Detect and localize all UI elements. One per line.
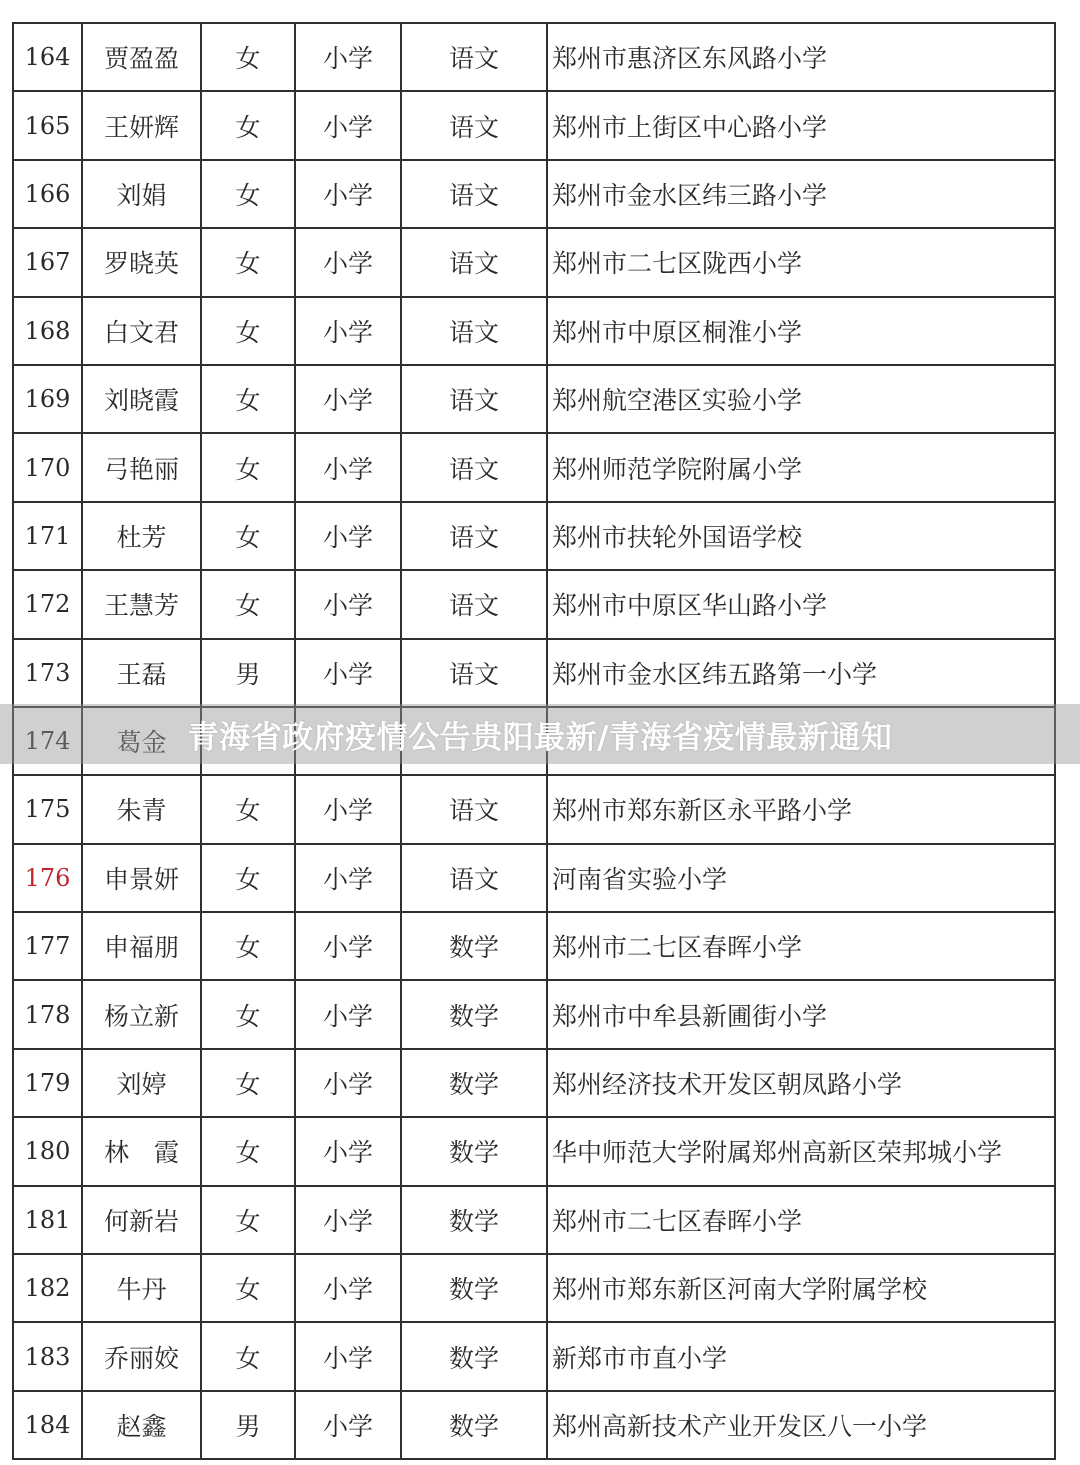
table-row bbox=[13, 844, 1055, 912]
cell-name: 罗晓英 bbox=[82, 228, 201, 296]
cell-subject: 语文 bbox=[401, 91, 547, 159]
cell-subject: 语文 bbox=[401, 844, 547, 912]
cell-level: 小学 bbox=[295, 91, 401, 159]
table-row bbox=[13, 1117, 1055, 1185]
cell-name: 杨立新 bbox=[82, 980, 201, 1048]
cell-school: 郑州市扶轮外国语学校 bbox=[547, 502, 1055, 570]
cell-level: 小学 bbox=[295, 160, 401, 228]
table-row bbox=[13, 639, 1055, 707]
cell-number: 183 bbox=[13, 1322, 82, 1390]
cell-name: 林 霞 bbox=[82, 1117, 201, 1185]
cell-number: 184 bbox=[13, 1391, 82, 1459]
cell-gender: 女 bbox=[201, 912, 295, 980]
table-row bbox=[13, 1254, 1055, 1322]
cell-gender: 女 bbox=[201, 23, 295, 91]
caption-overlay-text: 青海省政府疫情公告贵阳最新/青海省疫情最新通知 bbox=[187, 719, 893, 756]
cell-school: 郑州市郑东新区永平路小学 bbox=[547, 775, 1055, 843]
table-row bbox=[13, 912, 1055, 980]
cell-subject: 语文 bbox=[401, 775, 547, 843]
table-row bbox=[13, 23, 1055, 91]
cell-gender: 女 bbox=[201, 570, 295, 638]
cell-level: 小学 bbox=[295, 980, 401, 1048]
cell-subject: 语文 bbox=[401, 23, 547, 91]
cell-name: 朱青 bbox=[82, 775, 201, 843]
cell-name: 赵鑫 bbox=[82, 1391, 201, 1459]
cell-name: 刘婷 bbox=[82, 1049, 201, 1117]
cell-school: 郑州市郑东新区河南大学附属学校 bbox=[547, 1254, 1055, 1322]
cell-subject: 语文 bbox=[401, 297, 547, 365]
cell-school: 郑州市上街区中心路小学 bbox=[547, 91, 1055, 159]
cell-gender: 女 bbox=[201, 1186, 295, 1254]
cell-subject: 语文 bbox=[401, 228, 547, 296]
cell-school: 郑州市中牟县新圃街小学 bbox=[547, 980, 1055, 1048]
table-row bbox=[13, 1049, 1055, 1117]
cell-number: 166 bbox=[13, 160, 82, 228]
cell-gender: 女 bbox=[201, 365, 295, 433]
cell-subject: 数学 bbox=[401, 1186, 547, 1254]
table-row bbox=[13, 1391, 1055, 1459]
cell-name: 葛金 bbox=[82, 707, 201, 775]
table-row bbox=[13, 91, 1055, 159]
cell-number: 177 bbox=[13, 912, 82, 980]
cell-school: 郑州市金水区纬三路小学 bbox=[547, 160, 1055, 228]
cell-school: 郑州师范学院附属小学 bbox=[547, 433, 1055, 501]
cell-number: 178 bbox=[13, 980, 82, 1048]
cell-level: 小学 bbox=[295, 1391, 401, 1459]
table-row bbox=[13, 570, 1055, 638]
cell-school: 郑州市二七区春晖小学 bbox=[547, 1186, 1055, 1254]
cell-school: 郑州市二七区春晖小学 bbox=[547, 912, 1055, 980]
cell-name: 刘晓霞 bbox=[82, 365, 201, 433]
cell-gender: 女 bbox=[201, 980, 295, 1048]
cell-name: 王慧芳 bbox=[82, 570, 201, 638]
cell-subject: 数学 bbox=[401, 1391, 547, 1459]
cell-school: 郑州市惠济区东风路小学 bbox=[547, 23, 1055, 91]
cell-level: 小学 bbox=[295, 570, 401, 638]
cell-subject: 语文 bbox=[401, 502, 547, 570]
cell-level: 小学 bbox=[295, 912, 401, 980]
cell-subject: 语文 bbox=[401, 639, 547, 707]
cell-name: 牛丹 bbox=[82, 1254, 201, 1322]
cell-gender: 女 bbox=[201, 228, 295, 296]
cell-subject: 数学 bbox=[401, 912, 547, 980]
cell-level: 小学 bbox=[295, 844, 401, 912]
cell-name: 王磊 bbox=[82, 639, 201, 707]
cell-school: 郑州市中原区华山路小学 bbox=[547, 570, 1055, 638]
cell-school: 新郑市市直小学 bbox=[547, 1322, 1055, 1390]
cell-name: 白文君 bbox=[82, 297, 201, 365]
cell-subject: 数学 bbox=[401, 1254, 547, 1322]
cell-level: 小学 bbox=[295, 23, 401, 91]
cell-name: 申福朋 bbox=[82, 912, 201, 980]
cell-number: 173 bbox=[13, 639, 82, 707]
cell-gender: 男 bbox=[201, 639, 295, 707]
cell-school: 郑州高新技术产业开发区八一小学 bbox=[547, 1391, 1055, 1459]
cell-name: 何新岩 bbox=[82, 1186, 201, 1254]
cell-name: 王妍辉 bbox=[82, 91, 201, 159]
caption-overlay-band bbox=[0, 704, 1080, 764]
cell-name: 乔丽姣 bbox=[82, 1322, 201, 1390]
cell-gender: 女 bbox=[201, 844, 295, 912]
cell-gender: 女 bbox=[201, 297, 295, 365]
cell-level: 小学 bbox=[295, 365, 401, 433]
cell-school: 郑州市中原区桐淮小学 bbox=[547, 297, 1055, 365]
cell-number: 179 bbox=[13, 1049, 82, 1117]
cell-name: 申景妍 bbox=[82, 844, 201, 912]
cell-number: 168 bbox=[13, 297, 82, 365]
cell-level: 小学 bbox=[295, 228, 401, 296]
cell-subject: 语文 bbox=[401, 365, 547, 433]
cell-gender: 女 bbox=[201, 160, 295, 228]
cell-gender: 女 bbox=[201, 91, 295, 159]
cell-gender: 男 bbox=[201, 1391, 295, 1459]
cell-gender: 女 bbox=[201, 1117, 295, 1185]
table-row bbox=[13, 1322, 1055, 1390]
table-row bbox=[13, 502, 1055, 570]
cell-number: 172 bbox=[13, 570, 82, 638]
cell-number: 174 bbox=[13, 707, 82, 775]
cell-school: 郑州航空港区实验小学 bbox=[547, 365, 1055, 433]
cell-school: 郑州市二七区陇西小学 bbox=[547, 228, 1055, 296]
cell-number: 167 bbox=[13, 228, 82, 296]
cell-number: 169 bbox=[13, 365, 82, 433]
cell-name: 弓艳丽 bbox=[82, 433, 201, 501]
cell-school: 河南省实验小学 bbox=[547, 844, 1055, 912]
cell-subject: 语文 bbox=[401, 570, 547, 638]
cell-level: 小学 bbox=[295, 1322, 401, 1390]
cell-gender: 女 bbox=[201, 775, 295, 843]
cell-subject: 数学 bbox=[401, 1322, 547, 1390]
cell-gender: 女 bbox=[201, 1322, 295, 1390]
cell-subject: 数学 bbox=[401, 980, 547, 1048]
cell-gender: 女 bbox=[201, 502, 295, 570]
cell-gender: 女 bbox=[201, 1049, 295, 1117]
cell-subject: 数学 bbox=[401, 1117, 547, 1185]
cell-number: 175 bbox=[13, 775, 82, 843]
table-row bbox=[13, 297, 1055, 365]
cell-subject: 数学 bbox=[401, 1049, 547, 1117]
cell-name: 贾盈盈 bbox=[82, 23, 201, 91]
cell-gender: 女 bbox=[201, 1254, 295, 1322]
cell-number: 182 bbox=[13, 1254, 82, 1322]
cell-subject: 语文 bbox=[401, 433, 547, 501]
cell-number: 180 bbox=[13, 1117, 82, 1185]
cell-level: 小学 bbox=[295, 1049, 401, 1117]
cell-gender: 女 bbox=[201, 433, 295, 501]
table-row bbox=[13, 365, 1055, 433]
cell-level: 小学 bbox=[295, 297, 401, 365]
cell-level: 小学 bbox=[295, 1186, 401, 1254]
table-row bbox=[13, 228, 1055, 296]
cell-level: 小学 bbox=[295, 1117, 401, 1185]
cell-school: 郑州经济技术开发区朝凤路小学 bbox=[547, 1049, 1055, 1117]
cell-number: 165 bbox=[13, 91, 82, 159]
table-row bbox=[13, 433, 1055, 501]
cell-level: 小学 bbox=[295, 433, 401, 501]
table-row bbox=[13, 775, 1055, 843]
cell-level: 小学 bbox=[295, 502, 401, 570]
cell-number: 181 bbox=[13, 1186, 82, 1254]
cell-school: 华中师范大学附属郑州高新区荣邦城小学 bbox=[547, 1117, 1055, 1185]
table-row bbox=[13, 1186, 1055, 1254]
table-row bbox=[13, 160, 1055, 228]
cell-number: 170 bbox=[13, 433, 82, 501]
cell-level: 小学 bbox=[295, 639, 401, 707]
cell-number: 171 bbox=[13, 502, 82, 570]
cell-number: 164 bbox=[13, 23, 82, 91]
cell-school: 郑州市金水区纬五路第一小学 bbox=[547, 639, 1055, 707]
cell-level: 小学 bbox=[295, 775, 401, 843]
table-row bbox=[13, 980, 1055, 1048]
cell-name: 杜芳 bbox=[82, 502, 201, 570]
cell-number: 176 bbox=[13, 844, 82, 912]
cell-level: 小学 bbox=[295, 1254, 401, 1322]
cell-name: 刘娟 bbox=[82, 160, 201, 228]
cell-subject: 语文 bbox=[401, 160, 547, 228]
